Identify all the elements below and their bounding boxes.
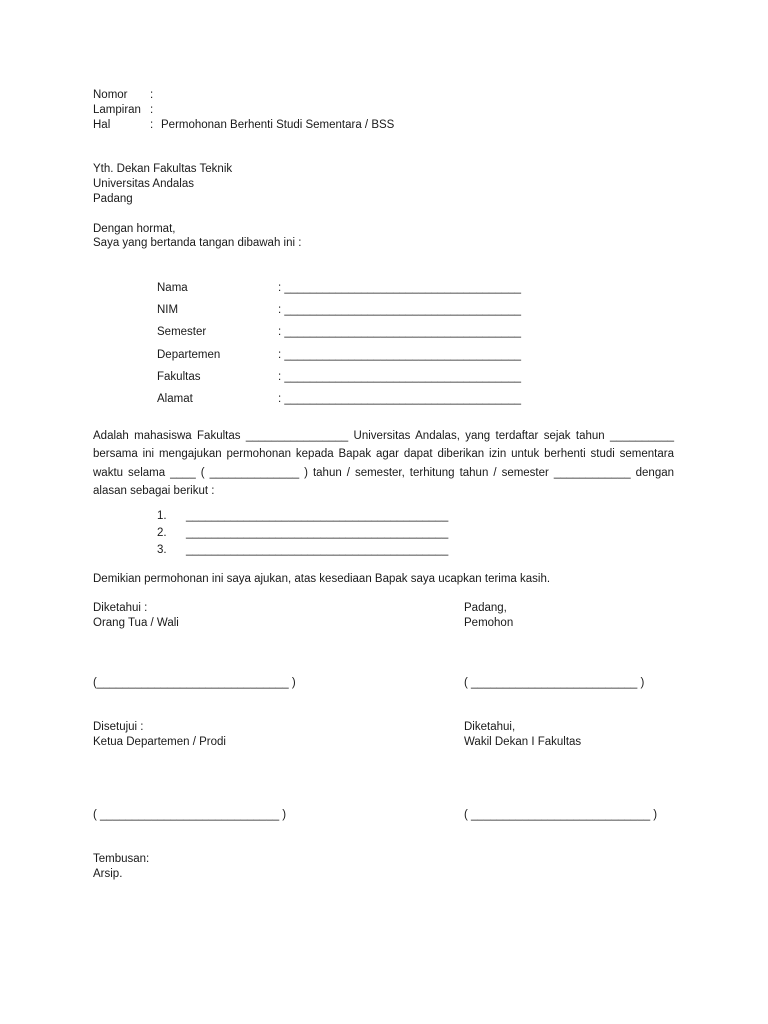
reason-number: 1. — [157, 510, 167, 522]
hal-value: Permohonan Berhenti Studi Sementara / BSS — [161, 119, 395, 131]
signature-blank: (______________________________ ) — [93, 677, 296, 689]
signature-role: Ketua Departemen / Prodi — [93, 736, 226, 748]
reason-number: 3. — [157, 544, 167, 556]
reason-blank: _________________________________________ — [186, 527, 449, 539]
field-label: Fakultas — [157, 371, 201, 383]
signature-heading: Diketahui : — [93, 602, 148, 614]
reason-blank: _________________________________________ — [186, 510, 449, 522]
paragraph-line: bersama ini mengajukan permohonan kepada Bapak agar dapat diberikan izin untuk berhenti studi sementara — [93, 448, 674, 461]
recipient-line: Universitas Andalas — [93, 178, 194, 190]
nomor-colon: : — [150, 89, 154, 101]
paragraph-line: waktu selama ____ ( ______________ ) tahun / semester, terhitung tahun / semester ____________ dengan — [93, 466, 674, 479]
field-blank: : _____________________________________ — [278, 304, 522, 316]
signature-heading: Padang, — [464, 602, 507, 614]
field-blank: : _____________________________________ — [278, 371, 522, 383]
nomor-label: Nomor — [93, 89, 128, 101]
signature-blank: ( ____________________________ ) — [93, 809, 287, 821]
body-paragraph — [93, 427, 674, 501]
field-label: Departemen — [157, 349, 221, 361]
paragraph-line: alasan sebagai berikut : — [93, 485, 215, 498]
signature-role: Orang Tua / Wali — [93, 617, 179, 629]
paragraph-line: Adalah mahasiswa Fakultas ________________ Universitas Andalas, yang terdaftar sejak tahun __________ — [93, 430, 674, 442]
intro-text: Saya yang bertanda tangan dibawah ini : — [93, 237, 302, 249]
signature-role: Pemohon — [464, 617, 514, 629]
hal-label: Hal — [93, 119, 111, 131]
lampiran-colon: : — [150, 104, 154, 116]
field-label: Alamat — [157, 393, 193, 405]
lampiran-label: Lampiran — [93, 104, 141, 116]
field-blank: : _____________________________________ — [278, 349, 522, 361]
reason-blank: _________________________________________ — [186, 544, 449, 556]
tembusan-label: Tembusan: — [93, 853, 150, 865]
closing-text: Demikian permohonan ini saya ajukan, atas kesediaan Bapak saya ucapkan terima kasih. — [93, 573, 551, 585]
arsip-label: Arsip. — [93, 868, 123, 880]
signature-heading: Diketahui, — [464, 721, 516, 733]
signature-blank: ( __________________________ ) — [464, 677, 645, 689]
field-label: Semester — [157, 326, 207, 338]
recipient-line: Padang — [93, 193, 133, 205]
field-label: Nama — [157, 282, 188, 294]
reason-number: 2. — [157, 527, 167, 539]
signature-heading: Disetujui : — [93, 721, 144, 733]
signature-blank: ( ____________________________ ) — [464, 809, 658, 821]
signature-role: Wakil Dekan I Fakultas — [464, 736, 582, 748]
greeting: Dengan hormat, — [93, 223, 176, 235]
field-blank: : _____________________________________ — [278, 282, 522, 294]
field-label: NIM — [157, 304, 179, 316]
hal-colon: : — [150, 119, 154, 131]
recipient-line: Yth. Dekan Fakultas Teknik — [93, 163, 233, 175]
field-blank: : _____________________________________ — [278, 326, 522, 338]
field-blank: : _____________________________________ — [278, 393, 522, 405]
